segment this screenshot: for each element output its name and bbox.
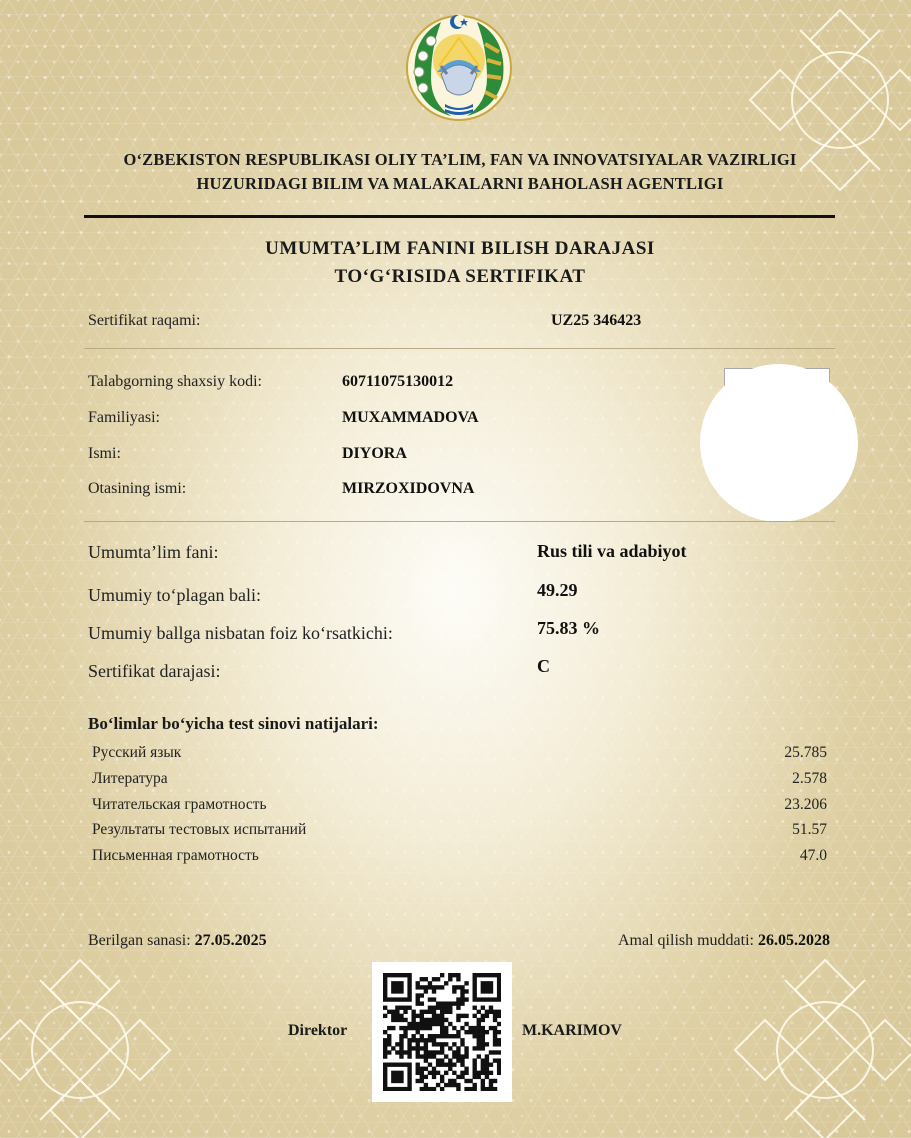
ministry-name-line1: O‘ZBEKISTON RESPUBLIKASI OLIY TA’LIM, FAN VA INNOVATSIYALAR VAZIRLIGI [123,150,797,169]
personal-code-label: Talabgorning shaxsiy kodi: [88,373,262,390]
redacted-photo [700,364,858,522]
certificate-number-value: UZ25 346423 [551,312,642,329]
certificate-number-label: Sertifikat raqami: [88,312,201,329]
issued-date-value: 27.05.2025 [194,932,267,949]
name-value: DIYORA [342,445,407,462]
valid-until-label: Amal qilish muddati: [618,932,754,949]
certificate-title-line1: UMUMTA’LIM FANINI BILISH DARAJASI [265,238,655,259]
director-name: M.KARIMOV [522,1022,622,1039]
section-name: Русский язык [92,744,182,761]
valid-until-value: 26.05.2028 [758,932,830,949]
section-row [92,821,827,847]
subject-value: Rus tili va adabiyot [537,541,687,561]
level-label: Sertifikat darajasi: [88,661,221,681]
section-score: 25.785 [784,744,827,761]
sections-list [92,744,827,873]
uzbekistan-state-emblem-icon [401,8,517,126]
section-name: Читательская грамотность [92,795,267,813]
header-divider [84,215,835,218]
level-value: C [537,656,550,676]
corner-ornament-bottom-left [0,940,200,1138]
issued-date [88,932,267,950]
valid-until-date [618,932,830,950]
qr-code-icon[interactable] [372,962,512,1102]
certificate-title-line2: TO‘G‘RISIDA SERTIFIKAT [334,266,586,287]
section-score: 51.57 [792,821,827,839]
section-score: 2.578 [792,769,827,787]
total-score-value: 49.29 [537,580,578,600]
section-row [92,744,827,770]
section-row [92,796,827,822]
surname-value: MUXAMMADOVA [342,409,479,426]
section-name: Литература [92,769,168,787]
issued-date-label: Berilgan sanasi: [88,932,191,949]
ministry-name-line2: HUZURIDAGI BILIM VA MALAKALARNI BAHOLASH AGENTLIGI [196,174,724,193]
percent-label: Umumiy ballga nisbatan foiz ko‘rsatkichi: [88,623,393,643]
total-score-label: Umumiy to‘plagan bali: [88,585,261,605]
section-score: 23.206 [784,795,827,813]
section-name: Письменная грамотность [92,847,259,865]
corner-ornament-top-right [740,0,911,200]
divider-2 [84,521,835,522]
patronymic-label: Otasining ismi: [88,480,187,497]
section-row [92,770,827,796]
section-score: 47.0 [799,847,827,865]
sections-title: Bo‘limlar bo‘yicha test sinovi natijalari: [88,714,379,733]
corner-ornament-bottom-right [715,940,911,1138]
name-label: Ismi: [88,445,121,462]
patronymic-value: MIRZOXIDOVNA [342,480,475,497]
surname-label: Familiyasi: [88,409,160,426]
director-label: Direktor [288,1022,348,1039]
section-name: Результаты тестовых испытаний [92,821,307,839]
divider-1 [84,348,835,349]
percent-value: 75.83 % [537,618,600,638]
section-row [92,847,827,873]
subject-label: Umumta’lim fani: [88,542,219,562]
personal-code-value: 60711075130012 [342,373,454,390]
